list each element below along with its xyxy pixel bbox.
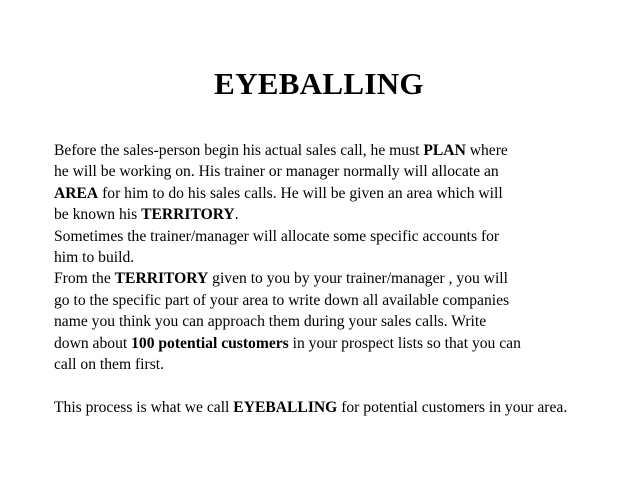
text-run: . (234, 206, 239, 224)
body-line (54, 268, 634, 289)
body-line: he will be working on. His trainer or manager normally will allocate an (54, 163, 499, 181)
emphasis-eyeballing: EYEBALLING (233, 398, 338, 416)
body-line: go to the specific part of your area to write down all available companies (54, 291, 510, 309)
emphasis-area: AREA (54, 184, 99, 202)
body-line (54, 397, 634, 418)
text-run: where (465, 142, 508, 159)
emphasis-plan: PLAN (423, 142, 466, 159)
body-line (54, 183, 634, 204)
text-run: for him to do his sales calls. He will be given an area which will (98, 184, 503, 202)
text-run: be known his (54, 206, 142, 224)
body-line: call on them first. (54, 355, 164, 373)
text-run: This process is what we call (54, 398, 234, 416)
body-line (54, 204, 634, 225)
slide-title: EYEBALLING (214, 66, 424, 101)
text-run: in your prospect lists so that you can (288, 334, 521, 352)
text-run: given to you by your trainer/manager , you will (208, 270, 508, 288)
text-run: for potential customers in your area. (337, 398, 568, 416)
slide-body (54, 140, 634, 418)
body-line (54, 333, 634, 354)
body-line: name you think you can approach them during your sales calls. Write (54, 313, 487, 331)
emphasis-potential-customers: 100 potential customers (131, 334, 289, 352)
emphasis-territory: TERRITORY (141, 206, 235, 224)
blank-line (54, 375, 634, 396)
body-line: Sometimes the trainer/manager will allocate some specific accounts for (54, 227, 500, 245)
body-line: him to build. (54, 248, 135, 266)
text-run: Before the sales-person begin his actual sales call, he must (54, 142, 424, 159)
text-run: down about (54, 334, 132, 352)
emphasis-territory: TERRITORY (114, 270, 209, 288)
body-line (54, 140, 634, 161)
text-run: From the (54, 270, 115, 288)
